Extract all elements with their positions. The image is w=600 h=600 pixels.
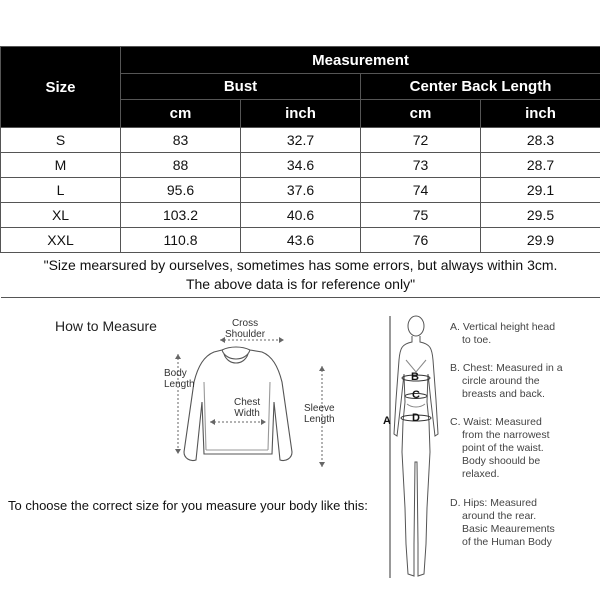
value-cell: 43.6 xyxy=(241,228,361,253)
marker-a: A xyxy=(383,415,391,427)
unit-header: cm xyxy=(361,100,481,128)
unit-header: inch xyxy=(241,100,361,128)
table-row xyxy=(1,203,600,228)
value-cell: 29.5 xyxy=(481,203,600,228)
value-cell: 28.3 xyxy=(481,128,600,153)
table-row xyxy=(1,153,600,178)
note-hips: D. Hips: Measured around the rear. Basic Meaurements of the Human Body xyxy=(450,497,555,548)
human-body-figure xyxy=(370,312,450,592)
disclaimer-note xyxy=(1,253,600,298)
bust-header: Bust xyxy=(121,74,361,100)
cross-shoulder-label: Cross Shoulder xyxy=(225,318,266,340)
note-height: A. Vertical height head to toe. xyxy=(450,321,556,346)
value-cell: 32.7 xyxy=(241,128,361,153)
size-header: Size xyxy=(1,47,121,128)
table-row xyxy=(1,128,600,153)
note-waist: C. Waist: Measured from the narrowest point of the waist. Body shoould be relaxed. xyxy=(450,416,550,480)
value-cell: 75 xyxy=(361,203,481,228)
value-cell: 103.2 xyxy=(121,203,241,228)
value-cell: 37.6 xyxy=(241,178,361,203)
value-cell: 76 xyxy=(361,228,481,253)
size-cell: M xyxy=(1,153,121,178)
size-chart-table xyxy=(0,46,600,298)
sleeve-length-label: Sleeve Length xyxy=(304,403,335,425)
value-cell: 29.1 xyxy=(481,178,600,203)
value-cell: 74 xyxy=(361,178,481,203)
value-cell: 28.7 xyxy=(481,153,600,178)
value-cell: 88 xyxy=(121,153,241,178)
table-row xyxy=(1,178,600,203)
value-cell: 34.6 xyxy=(241,153,361,178)
center-back-length-header: Center Back Length xyxy=(361,74,600,100)
disclaimer-line-1: "Size mearsured by ourselves, sometimes has some errors, but always within 3cm. xyxy=(43,257,558,273)
size-cell: XXL xyxy=(1,228,121,253)
choose-size-instruction: To choose the correct size for you measure your body like this: xyxy=(8,498,368,513)
head-outline xyxy=(408,316,424,336)
size-cell: S xyxy=(1,128,121,153)
value-cell: 83 xyxy=(121,128,241,153)
value-cell: 72 xyxy=(361,128,481,153)
value-cell: 110.8 xyxy=(121,228,241,253)
marker-c: C xyxy=(412,389,420,401)
how-to-measure-title: How to Measure xyxy=(55,318,157,334)
note-chest: B. Chest: Measured in a circle around the breasts and back. xyxy=(450,362,563,400)
unit-header: inch xyxy=(481,100,600,128)
size-cell: XL xyxy=(1,203,121,228)
value-cell: 40.6 xyxy=(241,203,361,228)
marker-d: D xyxy=(412,412,420,424)
value-cell: 73 xyxy=(361,153,481,178)
marker-b: B xyxy=(411,371,419,383)
body-length-label: Body Length xyxy=(164,368,195,390)
value-cell: 29.9 xyxy=(481,228,600,253)
measurement-header: Measurement xyxy=(121,47,600,74)
chest-width-label: Chest Width xyxy=(234,397,261,419)
disclaimer-line-2: The above data is for reference only" xyxy=(185,276,416,292)
size-cell: L xyxy=(1,178,121,203)
table-row xyxy=(1,228,600,253)
unit-header: cm xyxy=(121,100,241,128)
value-cell: 95.6 xyxy=(121,178,241,203)
